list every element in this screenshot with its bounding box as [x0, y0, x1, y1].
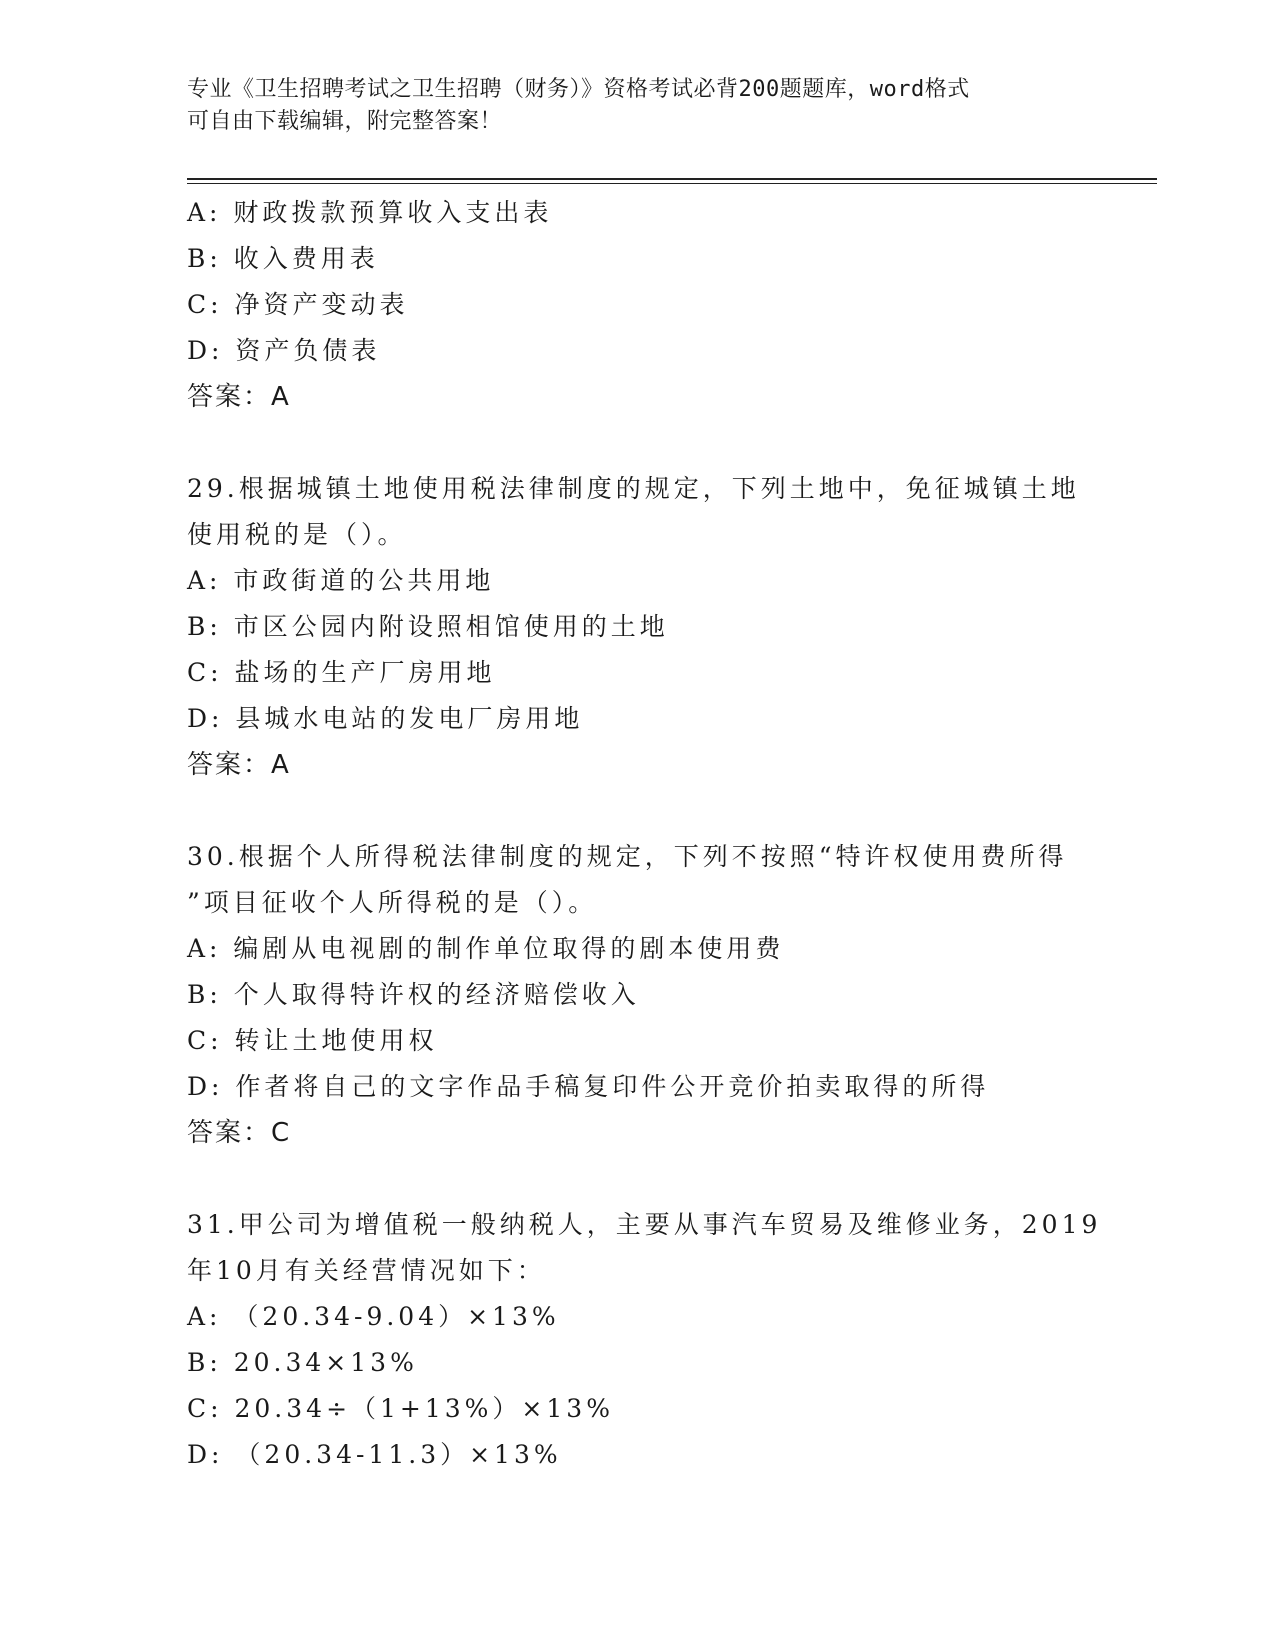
option-b: B: 个人取得特许权的经济赔偿收入 — [187, 980, 640, 1009]
question-block-prev — [187, 190, 1087, 420]
answer-line: 答案：A — [187, 382, 291, 412]
option-b: B: 收入费用表 — [187, 244, 379, 273]
question-block-31 — [187, 1202, 1102, 1478]
option-a: A: 市政街道的公共用地 — [187, 566, 495, 595]
option-d: D: 资产负债表 — [187, 336, 381, 365]
header-divider — [187, 178, 1157, 184]
question-text-line-2: 年10月有关经营情况如下： — [187, 1256, 546, 1285]
header-line-2: 可自由下载编辑，附完整答案！ — [187, 109, 503, 134]
option-d: D: 县城水电站的发电厂房用地 — [187, 704, 584, 733]
question-text-line-2: ”项目征收个人所得税的是（）。 — [187, 888, 598, 917]
question-block-29 — [187, 466, 1087, 788]
question-text-line-1: 29.根据城镇土地使用税法律制度的规定，下列土地中，免征城镇土地 — [187, 474, 1080, 503]
question-text-line-2: 使用税的是（）。 — [187, 520, 407, 549]
option-b: B: 市区公园内附设照相馆使用的土地 — [187, 612, 669, 641]
answer-line: 答案：C — [187, 1118, 292, 1148]
option-a: A: 编剧从电视剧的制作单位取得的剧本使用费 — [187, 934, 785, 963]
option-d: D: 作者将自己的文字作品手稿复印件公开竞价拍卖取得的所得 — [187, 1072, 990, 1101]
option-c: C: 转让土地使用权 — [187, 1026, 438, 1055]
spacer — [187, 1156, 1087, 1202]
spacer — [187, 420, 1087, 466]
option-c: C: 20.34÷（1+13%）×13% — [187, 1394, 614, 1423]
option-a: A: 财政拨款预算收入支出表 — [187, 198, 553, 227]
question-block-30 — [187, 834, 1087, 1156]
option-c: C: 净资产变动表 — [187, 290, 409, 319]
option-d: D: （20.34-11.3）×13% — [187, 1440, 562, 1469]
spacer — [187, 788, 1087, 834]
answer-line: 答案：A — [187, 750, 291, 780]
option-b: B: 20.34×13% — [187, 1348, 418, 1377]
question-text-line-1: 31.甲公司为增值税一般纳税人，主要从事汽车贸易及维修业务，2019 — [187, 1210, 1102, 1239]
option-c: C: 盐场的生产厂房用地 — [187, 658, 496, 687]
question-content — [187, 190, 1102, 1478]
question-text-line-1: 30.根据个人所得税法律制度的规定，下列不按照“特许权使用费所得 — [187, 842, 1068, 871]
option-a: A: （20.34-9.04）×13% — [187, 1302, 560, 1331]
header-line-1: 专业《卫生招聘考试之卫生招聘（财务）》资格考试必背200题题库，word格式 — [187, 77, 970, 102]
document-header — [187, 74, 1067, 138]
